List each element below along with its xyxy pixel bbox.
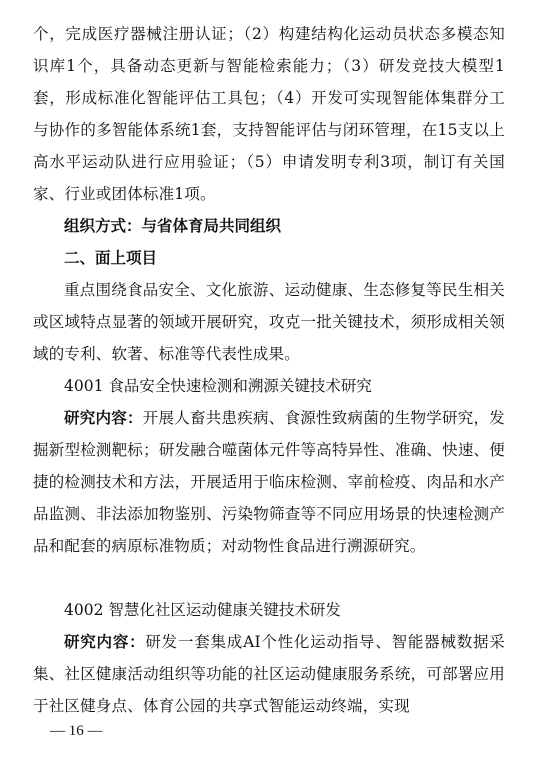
project-4002-title: 4002 智慧化社区运动健康关键技术研发 (64, 601, 341, 619)
project-4002-content (33, 626, 505, 722)
content-label: 研究内容： (64, 633, 146, 651)
content-label: 研究内容： (64, 409, 143, 427)
project-4001-title: 4001 食品安全快速检测和溯源关键技术研究 (64, 377, 372, 395)
content-text: 开展人畜共患疾病、食源性致病菌的生物学研究，发掘新型检测靶标；研发融合噬菌体元件等高特异性、准确、快速、便捷的检测技术和方法，开展适用于临床检测、宰前检疫、肉品和水产品监测、非法添加物鉴别、污染物筛查等不同应用场景的快速检测产品和配套的病原标准物质；对动物性食品进行溯源研究。 (33, 409, 505, 555)
continuation-paragraph: 个，完成医疗器械注册认证；（2）构建结构化运动员状态多模态知识库1个，具备动态更新与智能检索能力；（3）研发竞技大模型1套，形成标准化智能评估工具包；（4）开发可实现智能体集群分工与协作的多智能体系统1套，支持智能评估与闭环管理，在15支以上高水平运动队进行应用验证；（5）申请发明专利3项，制订有关国家、行业或团体标准1项。 (33, 25, 505, 203)
section-heading: 二、面上项目 (64, 249, 158, 267)
page-number: — 16 — (50, 723, 103, 739)
content-text: 研发一套集成AI个性化运动指导、智能器械数据采集、社区健康活动组织等功能的社区运动健康服务系统，可部署应用于社区健身点、体育公园的共享式智能运动终端，实现 (33, 633, 505, 715)
section-intro-paragraph: 重点围绕食品安全、文化旅游、运动健康、生态修复等民生相关或区域特点显著的领域开展研究，攻克一批关键技术，须形成相关领域的专利、软著、标准等代表性成果。 (33, 281, 505, 363)
organization-line: 组织方式：与省体育局共同组织 (64, 217, 282, 235)
project-4001-content (33, 402, 505, 562)
